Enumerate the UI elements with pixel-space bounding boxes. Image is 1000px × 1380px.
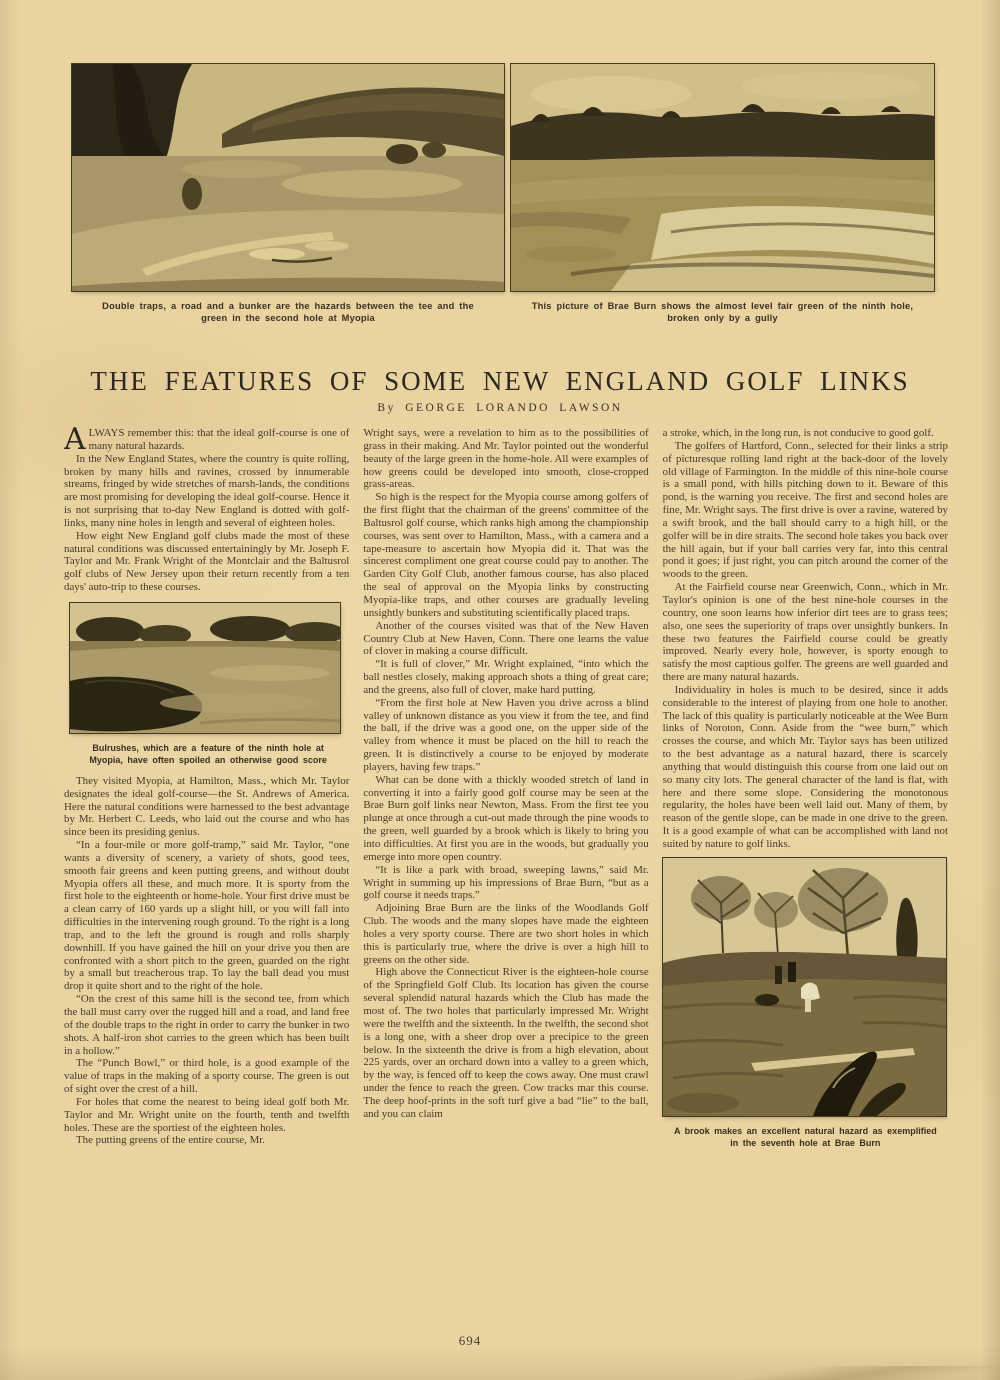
- paragraph: Wright says, were a revelation to him as to the possibilities of grass in their making. And Mr. Taylor pointed out the wonderful beauty of the large green in the home-hole. All were examples of how greens could be developed into smooth, close-cropped grass-areas.: [363, 427, 649, 491]
- column-right: [663, 427, 948, 1332]
- myopia-photo-illustration: [72, 64, 504, 291]
- brook-photo-illustration: [663, 858, 946, 1116]
- paragraph: The “Punch Bowl,” or third hole, is a good example of the value of traps in the making of a sporty course. The green is out of sight over the crest of a hill.: [64, 1057, 350, 1096]
- article-columns: [64, 427, 948, 1332]
- article-byline: By GEORGE LORANDO LAWSON: [377, 402, 623, 414]
- paragraph: At the Fairfield course near Greenwich, Conn., which in Mr. Taylor's opinion is one of the best nine-hole courses in the country, one soon learns how inferior dirt tees are to grass tees; also, one sees the superiority of traps over unsightly bunkers. In these two features the Fairfield course could be greatly improved. Nearly every hole, however, is sporty enough to satisfy the most captious golfer. The greens are well guarded and there are many natural hazards.: [662, 581, 948, 684]
- paragraph-text: LWAYS remember this: that the ideal golf-course is one of many natural hazards.: [88, 427, 350, 452]
- top-photo-row: [72, 64, 934, 291]
- paragraph: In the New England States, where the country is quite rolling, broken by many hills and ravines, crossed by innumerable streams, fringed by wide stretches of marsh-lands, the conditions are most promising for developing the ideal golf-course. Hence it is not surprising that to-day New England is dotted with golf-links, many nine holes in length and several of eighteen holes.: [64, 452, 350, 529]
- brae-burn-photo-illustration: [511, 64, 934, 291]
- paragraph: “It is full of clover,” Mr. Wright explained, “into which the ball nestles closely, making approach shots a thing of great care; and the greens, also full of clover, make hard putting.: [363, 658, 649, 696]
- article-title: THE FEATURES OF SOME NEW ENGLAND GOLF LINKS: [90, 366, 910, 396]
- bulrushes-photo-caption: Bulrushes, which are a feature of the ninth hole at Myopia, have often spoiled an otherwise good score: [89, 742, 327, 765]
- paragraph: The putting greens of the entire course, Mr.: [76, 1134, 266, 1147]
- page-number: 694: [458, 1333, 482, 1348]
- column-left: [64, 427, 349, 1332]
- paragraph: “From the first hole at New Haven you drive across a blind valley of unknown distance as you view it from the tee, and find the ball, if the drive was a good one, on the upper side of the valley from whence it must be placed on the hill to reach the green. It is distinctively a course to be enjoyed by moderate players, having few traps.”: [363, 696, 649, 773]
- brook-photo-block: [663, 858, 948, 1149]
- paragraph: For holes that come the nearest to being ideal golf both Mr. Taylor and Mr. Wright unite on the fourth, tenth and twelfth holes. These are the sportiest of the eighteen holes.: [64, 1095, 350, 1134]
- drop-cap: A: [64, 427, 86, 457]
- column-middle: [363, 427, 648, 1332]
- top-captions-row: [72, 300, 934, 324]
- paragraph: The golfers of Hartford, Conn., selected for their links a strip of picturesque rolling land right at the back-door of the lovely old village of Farmington. In the middle of this nine-hole course is a small pond, with hills pitching down to it. Beware of this pond, is the warning you receive. The first and second holes are fine, Mr. Wright says. The first drive is over a ravine, watered by a swift brook, and the ball should carry to a high hill, or the golfer will be in dire straits. The second hole takes you back over the hill again, but if your ball carries very far, into this central pond it goes; if just right, you can pitch around the corner of the woods to the green.: [662, 439, 948, 581]
- paragraph: “On the crest of this same hill is the second tee, from which the ball must carry over the rugged hill and a road, and land free of the double traps to the right in order to carry the bunker in two shots. A half-iron shot carries to the green which has been built in a hollow.”: [64, 993, 350, 1057]
- paragraph: a stroke, which, in the long run, is not conducive to good golf.: [662, 427, 934, 439]
- brae-burn-photo-caption: This picture of Brae Burn shows the almost level fair green of the ninth hole, broken only by a gully: [531, 301, 914, 323]
- paragraph: Another of the courses visited was that of the New Haven Country Club at New Haven, Conn. There one learns the value of clover in making a course difficult.: [363, 619, 649, 658]
- brook-photo-caption: A brook makes an excellent natural hazard as exemplified in the seventh hole at Brae Burn: [673, 1125, 937, 1148]
- paragraph: [64, 427, 350, 457]
- bulrushes-photo: [70, 603, 340, 733]
- brook-photo: [663, 858, 946, 1116]
- paragraph: “It is like a park with broad, sweeping lawns,” said Mr. Wright in summing up his impressions of Brae Burn, “but as a golf course it needs traps.”: [363, 863, 649, 902]
- bulrushes-photo-illustration: [70, 603, 340, 733]
- paragraph: So high is the respect for the Myopia course among golfers of the first flight that the chairman of the greens' committee of the Baltusrol golf course, which ranks high among the championship courses, was sent over to Hamilton, Mass., with a camera and a tape-measure to ascertain how Myopia did it. That was the sincerest compliment one great course could pay to another. The Garden City Golf Club, another famous course, has also placed the seal of approval on the Myopia links by constructing Myopia-like traps, and other courses are gradually leveling unsightly bunkers and substituting scientifically placed traps.: [363, 491, 649, 619]
- brae-burn-ninth-hole-photo: [511, 64, 934, 291]
- paragraph: What can be done with a thickly wooded stretch of land in converting it into a fairly good golf course may be seen at the Brae Burn golf links near Newton, Mass. From the first tee you plunge at once through a cut-out made through the pine woods to the green, well guarded by a brook which is likely to bring you into difficulties. At first you are in the woods, but gradually you emerge into more open country.: [363, 773, 649, 863]
- paragraph: “In a four-mile or more golf-tramp,” said Mr. Taylor, “one wants a diversity of scenery, a variety of shots, good tees, smooth fair greens and keen putting greens, and without doubt Myopia offers all these, and much more. It is sporty from the first hole to the eighteenth or home-hole. Your first drive must be a clean carry of 160 yards up a slight hill, or you will fall into difficulties in the intervening rough ground. To the right is a long trap, and to the left the ground is rough and rolls sharply downhill. If you have gained the hill on your drive you then are confronted with a short pitch to the green, guarded on the right by a small but treacherous trap. To lay the ball dead you must drop it quite short and to the right of the hole.: [64, 839, 350, 993]
- paragraph: Adjoining Brae Burn are the links of the Woodlands Golf Club. The woods and the many slopes have made the eighteen holes a very sporty course. There are two short holes in which this is particularly true, where the drive is over a high hill to greens on the other side.: [363, 902, 649, 966]
- myopia-photo-caption: Double traps, a road and a bunker are the hazards between the tee and the green in the second hole at Myopia: [102, 301, 474, 323]
- bulrushes-photo-block: [70, 603, 346, 766]
- page-edge-shadow: [480, 1366, 1000, 1380]
- paragraph: How eight New England golf clubs made the most of these natural conditions was discussed entertainingly by Mr. Joseph F. Taylor and Mr. Frank Wright of the Montclair and the Baltusrol golf clubs of New Jersey upon their return recently from a ten days' auto-trip to these courses.: [64, 529, 350, 594]
- paragraph: High above the Connecticut River is the eighteen-hole course of the Springfield Golf Club. Its location has given the course several splendid natural hazards which the Club has made the most of. The two holes that particularly impressed Mr. Wright were the twelfth and the sixteenth. In the twelfth, the second shot is a long one, with a sheer drop over a precipice to the green below. In the sixteenth the drive is from a high elevation, about 225 yards, over an orchard down into a valley to a green which, by the way, is fenced off to keep the cows away. One must crawl under the fence to reach the green. Cow tracks mar this course. The deep hoof-prints in the soft turf give a bad “lie” to the ball, and you can claim: [363, 966, 649, 1120]
- myopia-second-hole-photo: [72, 64, 504, 291]
- paragraph: They visited Myopia, at Hamilton, Mass., which Mr. Taylor designates the ideal golf-course—the St. Andrews of America. Here the natural conditions were harnessed to the best advantage by Mr. Herbert C. Leeds, who laid out the course and who has since been its presiding genius.: [64, 774, 350, 839]
- paragraph: Individuality in holes is much to be desired, since it adds considerable to the interest of playing from one hole to another. The lack of this quality is particularly noticeable at the Wee Burn links of Noroton, Conn. Aside from the “wee burn,” which crosses the course, and which Mr. Taylor says has been utilized to the best advantage as a natural hazard, there is scarcely anything that would distinguish this course from one laid out on so many city lots. The general character of the land is flat, with here and there some slope. Considering the monotonous regularity, the holes have been well laid out. Many of them, by reason of the gentle slope, can be made in one drive to the green. It is a good example of what can be accomplished with land not suited by nature to golf links.: [662, 683, 948, 850]
